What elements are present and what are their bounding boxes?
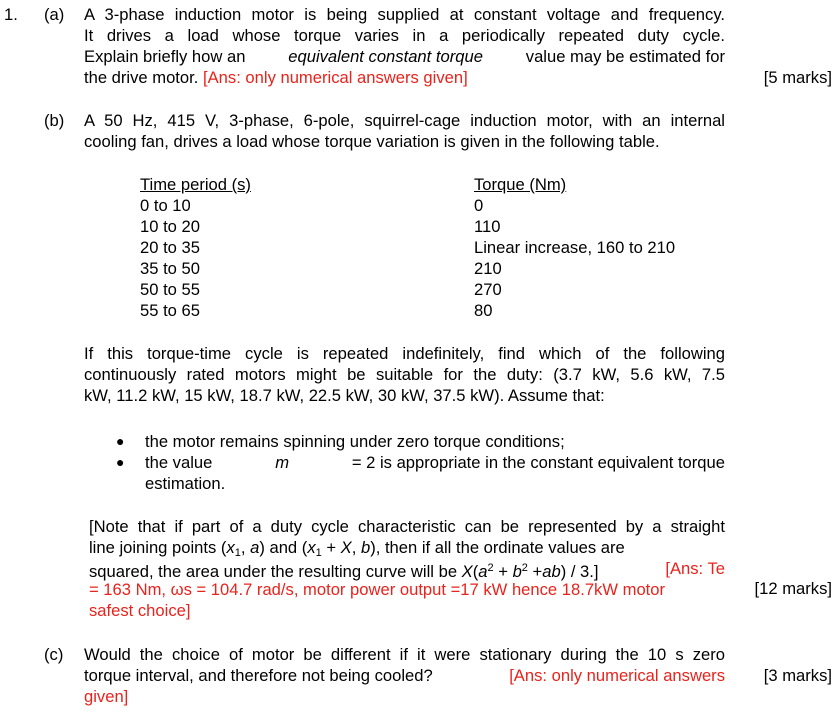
part-b-para-1: If this torque-time cycle is repeated indefinitely, find which of the following (84, 344, 725, 363)
table-cell-time: 50 to 55 (140, 280, 200, 299)
bullet-dot: ● (116, 454, 125, 470)
bullet-1-text: the motor remains spinning under zero torque conditions; (145, 432, 565, 451)
part-b-intro-2: cooling fan, drives a load whose torque variation is given in the following table. (84, 132, 660, 151)
note-answer-line-2: = 163 Nm, ωs = 104.7 rad/s, motor power output =17 kW hence 18.7kW motor (89, 580, 666, 599)
var-a: a (250, 538, 260, 557)
part-a-line-3-end: value may be estimated for (525, 47, 725, 66)
bullet-2-line-2: estimation. (145, 474, 226, 493)
superscript: 2 (521, 562, 528, 574)
part-a-answer: [Ans: only numerical answers given] (203, 68, 468, 87)
part-c-answer-end: given] (84, 687, 129, 706)
part-a-label: (a) (44, 5, 65, 24)
var-x1: x (307, 538, 316, 557)
part-a-line-3-start: Explain briefly how an (84, 47, 246, 66)
note-line-1: [Note that if part of a duty cycle characteristic can be represented by a straight (89, 517, 725, 536)
part-c-line-2 (84, 665, 725, 686)
note-answer-start: [Ans: Te (665, 559, 725, 578)
var-x1: x (226, 538, 235, 557)
bullet-2-post: = 2 is appropriate in the constant equivalent torque (351, 453, 725, 472)
table-cell-time: 20 to 35 (140, 238, 200, 257)
part-a-line-4-text: the drive motor. (84, 68, 199, 87)
part-c-label: (c) (44, 645, 64, 664)
table-cell-time: 55 to 65 (140, 301, 200, 320)
part-c-line-1: Would the choice of motor be different if it were stationary during the 10 s zero (84, 645, 725, 664)
subscript: 1 (234, 547, 241, 559)
question-number: 1. (4, 5, 18, 24)
part-a-line-1: A 3-phase induction motor is being supplied at constant voltage and frequency. (84, 5, 725, 24)
var-X: X (340, 538, 352, 557)
table-header-time: Time period (s) (140, 175, 251, 194)
note-text: + (493, 562, 513, 581)
part-b-intro-1: A 50 Hz, 415 V, 3-phase, 6-pole, squirrel-cage induction motor, with an internal (84, 111, 725, 130)
note-text: squared, the area under the resulting curve will be (89, 562, 458, 581)
note-text: , (351, 538, 361, 557)
var-a: a (478, 562, 488, 581)
part-c-line-2-text: torque interval, and therefore not being cooled? (84, 666, 433, 685)
part-a-line-4 (84, 67, 725, 88)
table-cell-torque: 210 (474, 259, 502, 278)
superscript: 2 (487, 562, 494, 574)
table-cell-time: 0 to 10 (140, 196, 191, 215)
table-cell-torque: Linear increase, 160 to 210 (474, 238, 676, 257)
part-a-emphasis: equivalent constant torque (288, 47, 483, 66)
var-b: b (360, 538, 371, 557)
table-cell-torque: 270 (474, 280, 502, 299)
table-cell-torque: 110 (474, 217, 501, 236)
table-cell-time: 10 to 20 (140, 217, 200, 236)
note-text: line joining points ( (89, 538, 227, 557)
table-cell-torque: 80 (474, 301, 493, 320)
part-b-para-3: kW, 11.2 kW, 15 kW, 18.7 kW, 22.5 kW, 30 kW, 37.5 kW). Assume that: (84, 386, 605, 405)
var-ab: ab (542, 562, 561, 581)
note-answer-line-3: safest choice] (89, 601, 191, 620)
part-c-marks: [3 marks] (763, 666, 832, 685)
part-c-answer-start: [Ans: only numerical answers (509, 666, 725, 685)
part-b-marks: [12 marks] (754, 579, 832, 598)
part-a-line-3 (84, 46, 725, 67)
subscript: 1 (315, 547, 322, 559)
table-cell-time: 35 to 50 (140, 259, 200, 278)
bullet-2-var: m (275, 453, 290, 472)
part-a-marks: [5 marks] (763, 68, 832, 87)
note-text: + (321, 538, 341, 557)
var-b: b (512, 562, 522, 581)
bullet-2-line-1 (145, 452, 725, 473)
note-text: ) and ( (259, 538, 308, 557)
note-text: ) / 3.] (560, 562, 599, 581)
note-text: ), then if all the ordinate values are (370, 538, 625, 557)
note-text: ( (472, 562, 479, 581)
part-b-para-2: continuously rated motors might be suitable for the duty: (3.7 kW, 5.6 kW, 7.5 (84, 365, 725, 384)
table-cell-torque: 0 (474, 196, 484, 215)
var-X: X (461, 562, 473, 581)
table-header-torque: Torque (Nm) (474, 175, 567, 194)
note-text: + (527, 562, 543, 581)
note-text: , (240, 538, 251, 557)
part-a-line-2: It drives a load whose torque varies in a periodically repeated duty cycle. (84, 26, 725, 45)
bullet-2-pre: the value (145, 453, 213, 472)
part-b-label: (b) (44, 111, 65, 130)
bullet-dot: ● (116, 433, 125, 449)
